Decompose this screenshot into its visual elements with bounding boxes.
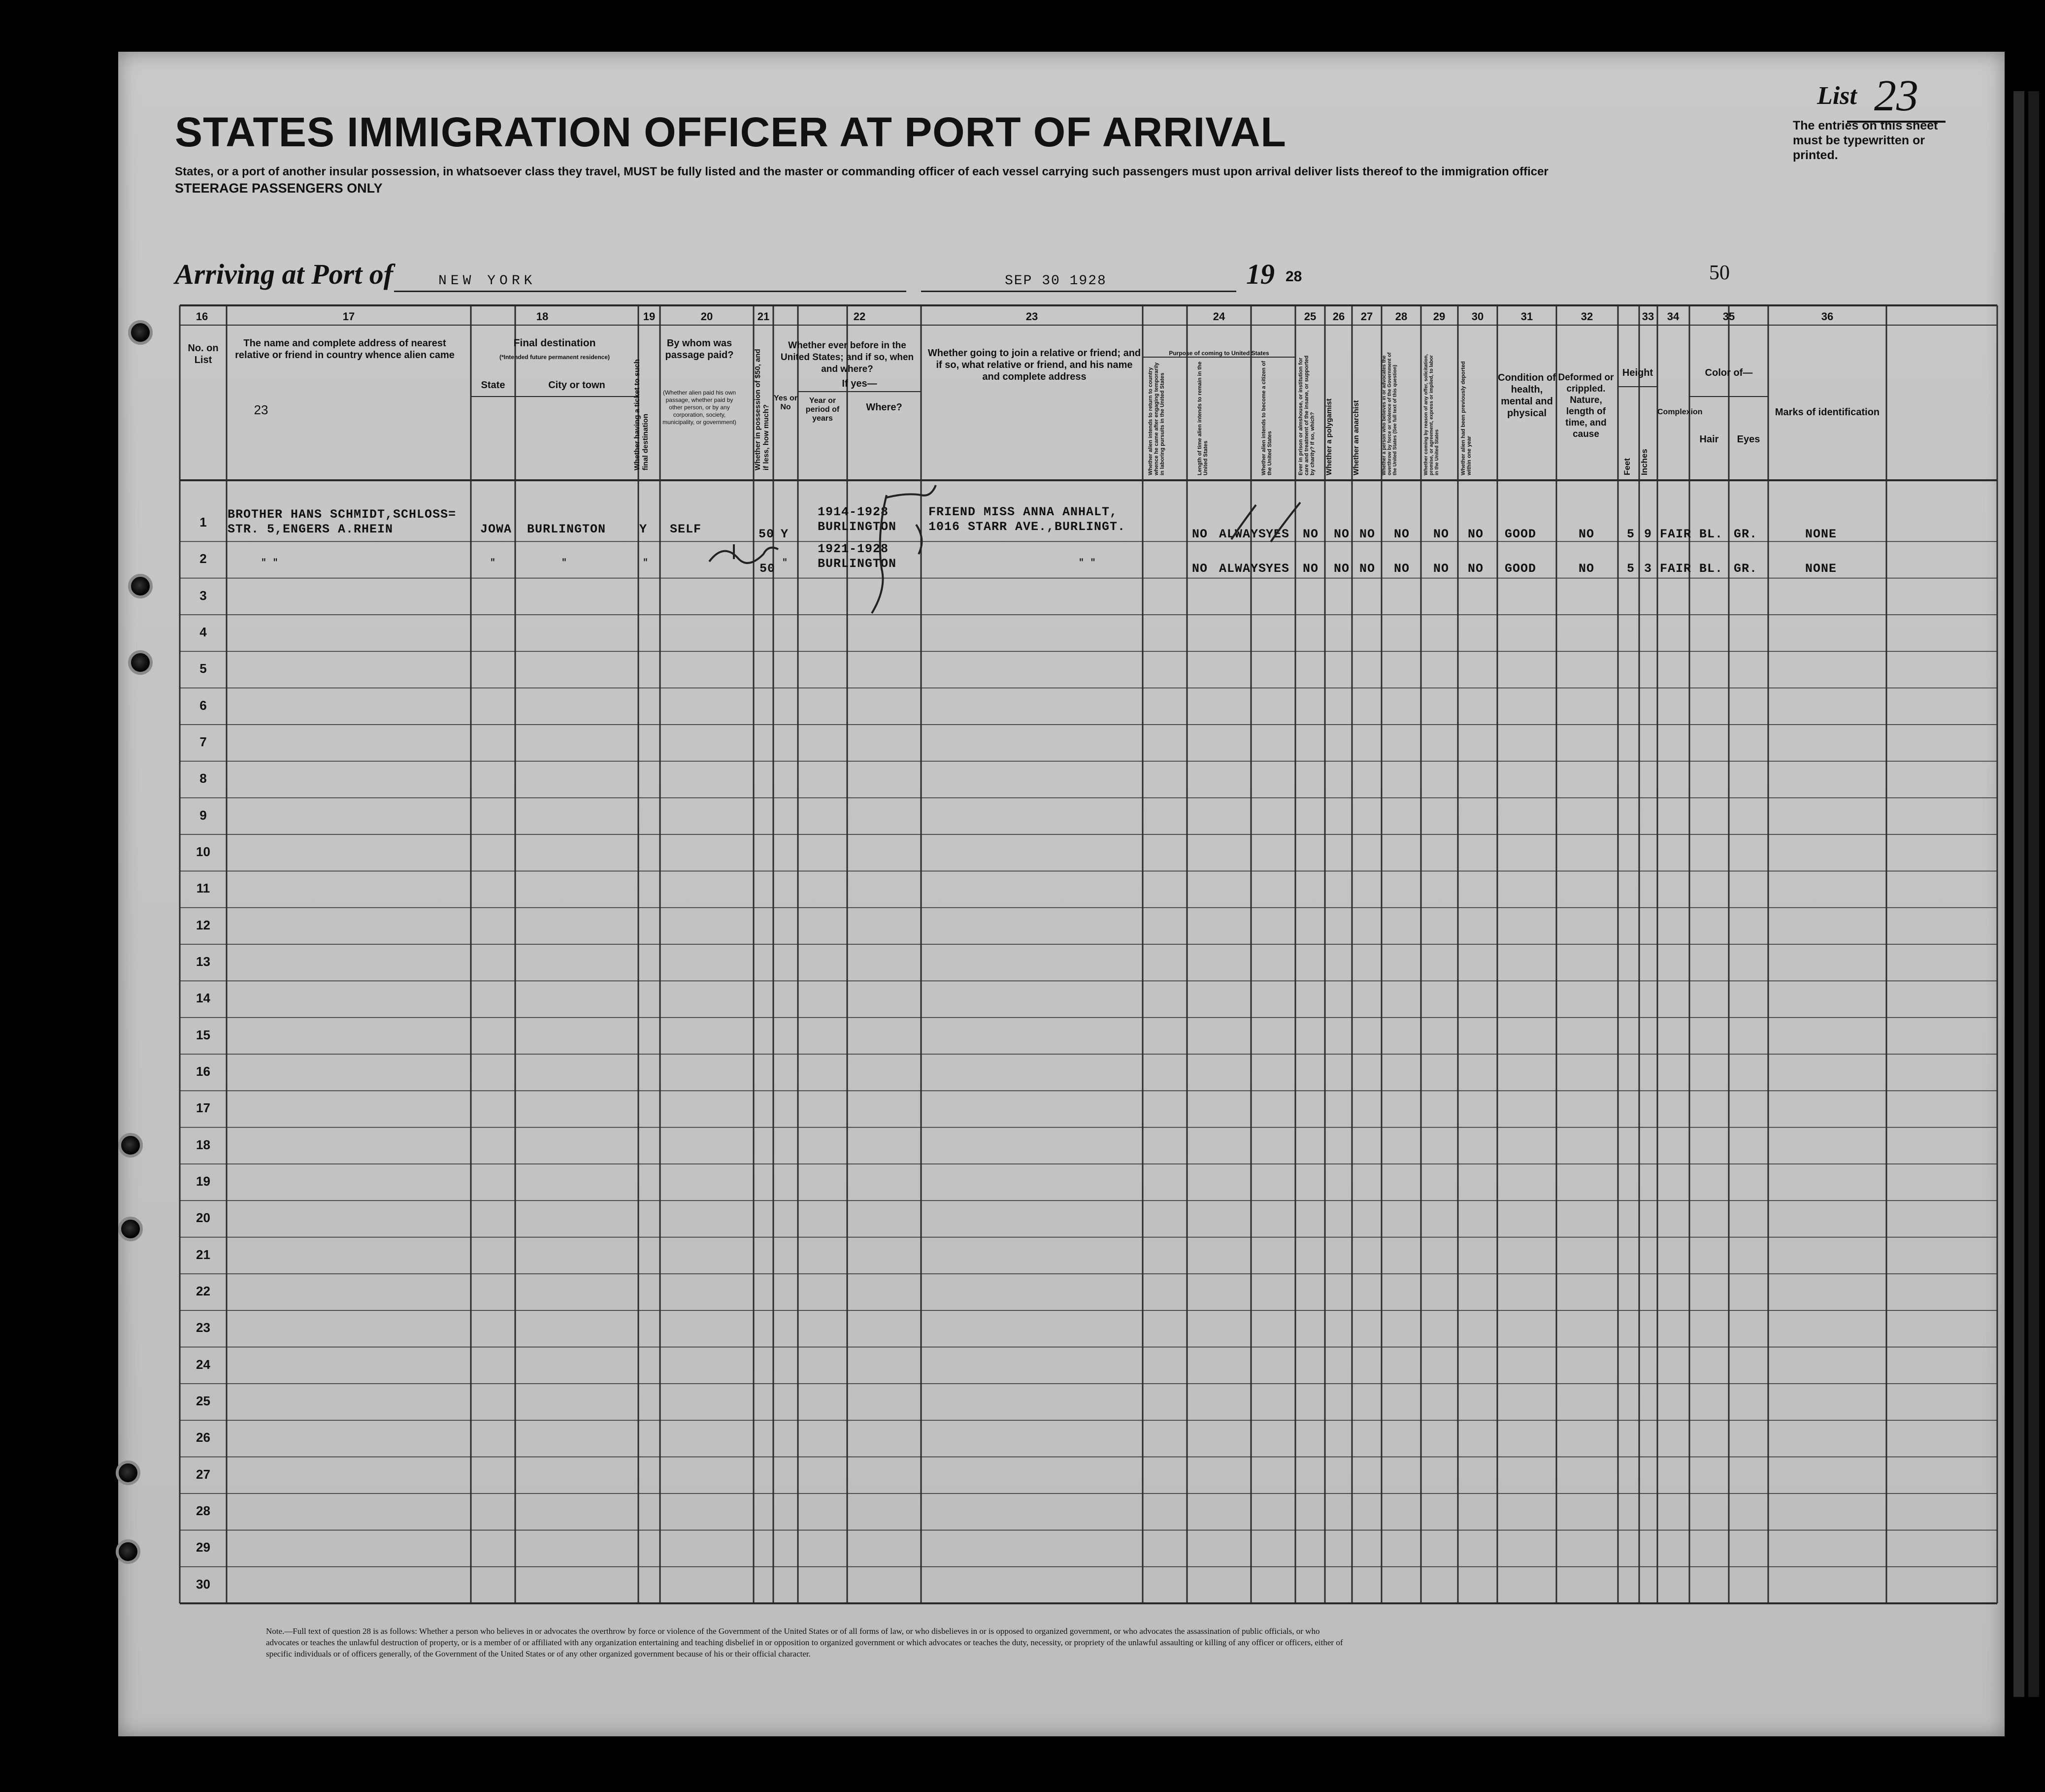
row-number: 13 (196, 954, 210, 969)
row1-join-line1: FRIEND MISS ANNA ANHALT, (928, 505, 1118, 519)
row2-health: GOOD (1505, 562, 1537, 576)
entries-note: The entries on this sheet must be typewritten or printed. (1793, 119, 1938, 162)
row-number: 24 (196, 1357, 210, 1372)
column-number: 16 (196, 310, 208, 323)
row1-city: BURLINGTON (527, 522, 606, 536)
row-number: 19 (196, 1174, 210, 1189)
header-return: Whether alien intends to return to country whence he came after engaging temporarily in laboring pursuits in the United States (1148, 362, 1165, 475)
header-relative-note: 23 (254, 402, 268, 417)
row2-polygamist: NO (1334, 562, 1350, 576)
row2-return: NO (1192, 562, 1208, 576)
row2-hair: BL. (1699, 562, 1723, 576)
row1-hair: BL. (1699, 527, 1723, 541)
row-number: 25 (196, 1394, 210, 1408)
header-health: Condition of health, mental and physical (1498, 372, 1556, 419)
list-label: List (1817, 82, 1857, 110)
row2-relative: " " (261, 558, 279, 568)
header-year: Year or period of years (805, 397, 840, 423)
row-number: 5 (199, 661, 207, 676)
header-citizen: Whether alien intends to become a citizen of the United States (1261, 361, 1273, 475)
year-prefix: 19 (1246, 258, 1275, 290)
header-relative: The name and complete address of nearest relative or friend in country whence alien came (235, 338, 455, 361)
row1-ticket: Y (639, 522, 648, 536)
row-number: 27 (196, 1466, 210, 1482)
row-number: 14 (196, 991, 210, 1006)
column-number: 34 (1667, 310, 1680, 323)
row-number: 9 (199, 807, 207, 823)
header-join-relative: Whether going to join a relative or friend; and if so, what relative or friend, and his name and complete address (927, 348, 1141, 382)
row1-join-line2: 1016 STARR AVE.,BURLINGT. (928, 520, 1126, 534)
header-polygamist: Whether a polygamist (1325, 398, 1333, 475)
column-number: 19 (643, 310, 656, 323)
row-number: 12 (196, 917, 210, 932)
row1-complexion: FAIR (1660, 527, 1692, 541)
footnote: Note.—Full text of question 28 is as follows: Whether a person who believes in or advocates the overthrow by force or violence of the Government of the United States or of all forms of law, or who disbelieves in or is opposed to organized government, or who advocates the assassination of public officials, or who advocates or teaches the unlawful destruction of property, or is a member of or affiliated with any organization entertaining and teaching disbelief in or opposition to organized government or which advocates or teaches the duty, necessity, or propriety of the unlawful assaulting or killing of any officer or officers, either of specific individuals or of officers generally, of the Government of the United States or of any other organized government because of his or their official character. (266, 1626, 1343, 1659)
row-number: 22 (196, 1284, 210, 1298)
row2-before: " (782, 558, 788, 568)
row2-years: 1921-1928 (818, 542, 889, 556)
instructions: States, or a port of another insular possession, in whatsoever class they travel, MUST be fully listed and the master or commanding officer of each vessel carrying such passengers must upon arrival deliver lists thereof to the immigration officer (175, 165, 1549, 178)
row2-deported: NO (1468, 562, 1484, 576)
row2-feet: 5 (1627, 562, 1635, 576)
row1-length: ALWAYS (1219, 527, 1267, 541)
header-money: Whether in possession of $50, and if less, how much? (754, 349, 770, 470)
page-stack-edge (2028, 91, 2039, 1697)
header-inches: Inches (1640, 449, 1649, 475)
row2-ticket: " (643, 558, 649, 568)
page-stack-edge (2013, 91, 2024, 1697)
row2-length: ALWAYS (1219, 562, 1267, 576)
column-number: 22 (853, 310, 866, 323)
row1-prison: NO (1303, 527, 1319, 541)
column-number: 33 (1642, 310, 1654, 323)
row2-money: 50 (759, 562, 776, 576)
header-deformed: Deformed or crippled. Nature, length of time, and cause (1558, 372, 1614, 439)
header-marks: Marks of identification (1775, 407, 1880, 418)
row1-labor: NO (1433, 527, 1450, 541)
column-number: 25 (1304, 310, 1317, 323)
column-number: 32 (1581, 310, 1593, 323)
header-where: Where? (866, 402, 902, 413)
header-before-in-us: Whether ever before in the United States; and if so, when and where? (780, 340, 914, 374)
header-height: Height (1622, 367, 1653, 378)
row-number: 2 (199, 551, 207, 566)
date-value: SEP 30 1928 (1005, 273, 1107, 289)
column-number: 28 (1395, 310, 1408, 323)
header-final-destination: Final destination (513, 337, 596, 349)
row-number: 3 (199, 588, 207, 603)
header-length: Length of time alien intends to remain in the United States (1197, 361, 1209, 475)
header-anarchist: Whether an anarchist (1352, 400, 1360, 475)
column-number: 36 (1821, 310, 1834, 323)
header-state: State (481, 380, 505, 391)
row-number: 8 (199, 771, 207, 786)
header-color: Color of— (1705, 367, 1753, 378)
row2-complexion: FAIR (1660, 562, 1692, 576)
list-number: 23 (1847, 71, 1946, 123)
header-passage-paid: By whom was passage paid? (665, 338, 734, 361)
row1-anarchist: NO (1359, 527, 1376, 541)
column-number: 27 (1360, 310, 1373, 323)
handwritten-marks (118, 52, 2005, 1736)
row-number: 1 (199, 515, 207, 530)
header-prison: Ever in prison or almshouse, or institution for care and treatment of the insane, or supported by charity? If so, which? (1298, 355, 1316, 475)
column-number: 29 (1433, 310, 1446, 323)
header-complexion: Complexion (1657, 408, 1703, 416)
row1-inches: 9 (1644, 527, 1652, 541)
row1-eyes: GR. (1734, 527, 1758, 541)
column-number: 20 (700, 310, 713, 323)
row2-marks: NONE (1805, 562, 1837, 576)
header-feet: Feet (1622, 458, 1632, 475)
header-labor: Whether coming by reason of any offer, solicitation, promise, or agreement, express or implied, to labor in the United States (1423, 354, 1440, 475)
row2-labor: NO (1433, 562, 1450, 576)
row1-deformed: NO (1579, 527, 1595, 541)
row1-overthrow: NO (1394, 527, 1410, 541)
header-purpose: Purpose of coming to United States (1169, 350, 1269, 357)
column-number: 26 (1332, 310, 1345, 323)
row1-marks: NONE (1805, 527, 1837, 541)
row1-years: 1914-1928 (818, 505, 889, 519)
row-number: 15 (196, 1027, 210, 1042)
header-city: City or town (548, 380, 605, 391)
row2-overthrow: NO (1394, 562, 1410, 576)
header-deported: Whether alien had been previously deported within one year (1460, 361, 1472, 475)
row-number: 16 (196, 1064, 210, 1079)
row2-citizen: YES (1266, 562, 1290, 576)
row1-polygamist: NO (1334, 527, 1350, 541)
row2-eyes: GR. (1734, 562, 1758, 576)
arriving-label: Arriving at Port of (175, 258, 394, 290)
row1-state: JOWA (480, 522, 512, 536)
header-ticket: Whether having a ticket to such final destination (633, 359, 650, 470)
column-number: 30 (1471, 310, 1484, 323)
row1-health: GOOD (1505, 527, 1537, 541)
column-number: 24 (1213, 310, 1225, 323)
row-number: 4 (199, 625, 207, 639)
header-hair: Hair (1699, 434, 1719, 445)
row-number: 28 (196, 1503, 210, 1518)
row-number: 17 (196, 1100, 210, 1116)
row2-inches: 3 (1644, 562, 1652, 576)
row-number: 18 (196, 1137, 210, 1152)
manifest-sheet (118, 52, 2005, 1736)
header-if-yes: If yes— (842, 378, 877, 389)
header-final-destination-sub: (*Intended future permanent residence) (499, 354, 610, 361)
row1-feet: 5 (1627, 527, 1635, 541)
column-number: 21 (757, 310, 770, 323)
passenger-class: STEERAGE PASSENGERS ONLY (175, 181, 383, 196)
page-number: 50 (1709, 262, 1730, 284)
row-number: 29 (196, 1540, 210, 1555)
header-overthrow: Whether a person who believes in or advocates the overthrow by force or violence of the Government of the United States (See full text of this question) (1382, 352, 1398, 475)
row2-join: " " (1079, 558, 1096, 568)
port-value: NEW YORK (438, 273, 536, 289)
column-number: 35 (1722, 310, 1735, 323)
row-number: 11 (196, 881, 210, 896)
column-number: 23 (1025, 310, 1038, 323)
row-number: 21 (196, 1247, 210, 1262)
column-number: 31 (1520, 310, 1533, 323)
row1-relative-line2: STR. 5,ENGERS A.RHEIN (228, 522, 394, 536)
row1-citizen: YES (1266, 527, 1290, 541)
row1-return: NO (1192, 527, 1208, 541)
row-number: 30 (196, 1576, 210, 1592)
row-number: 23 (196, 1320, 210, 1335)
row1-where: BURLINGTON (818, 520, 897, 534)
header-yes-no: Yes or No (773, 394, 798, 411)
row-number: 20 (196, 1210, 210, 1226)
row-number: 26 (196, 1430, 210, 1445)
header-eyes: Eyes (1737, 434, 1760, 445)
header-no-on-list: No. on List (188, 343, 219, 365)
column-number: 18 (536, 310, 549, 323)
row2-prison: NO (1303, 562, 1319, 576)
row-number: 10 (196, 844, 210, 859)
row1-before: Y (781, 527, 789, 541)
row-number: 7 (199, 734, 207, 749)
year-suffix: 28 (1286, 268, 1302, 285)
column-number: 17 (342, 310, 355, 323)
row1-passage-paid: SELF (670, 522, 702, 536)
row2-where: BURLINGTON (818, 557, 897, 571)
header-passage-paid-sub: (Whether alien paid his own passage, whether paid by other person, or by any corporation, society, municipality, or government) (662, 389, 736, 426)
row-number: 6 (199, 697, 207, 713)
row1-deported: NO (1468, 527, 1484, 541)
row1-money: 50 (759, 527, 775, 541)
page-title: STATES IMMIGRATION OFFICER AT PORT OF ARRIVAL (175, 109, 1286, 155)
row2-anarchist: NO (1359, 562, 1376, 576)
row2-deformed: NO (1579, 562, 1595, 576)
row2-city: " (561, 558, 567, 568)
row2-state: " (490, 558, 496, 568)
row1-relative-line1: BROTHER HANS SCHMIDT,SCHLOSS= (228, 507, 457, 522)
